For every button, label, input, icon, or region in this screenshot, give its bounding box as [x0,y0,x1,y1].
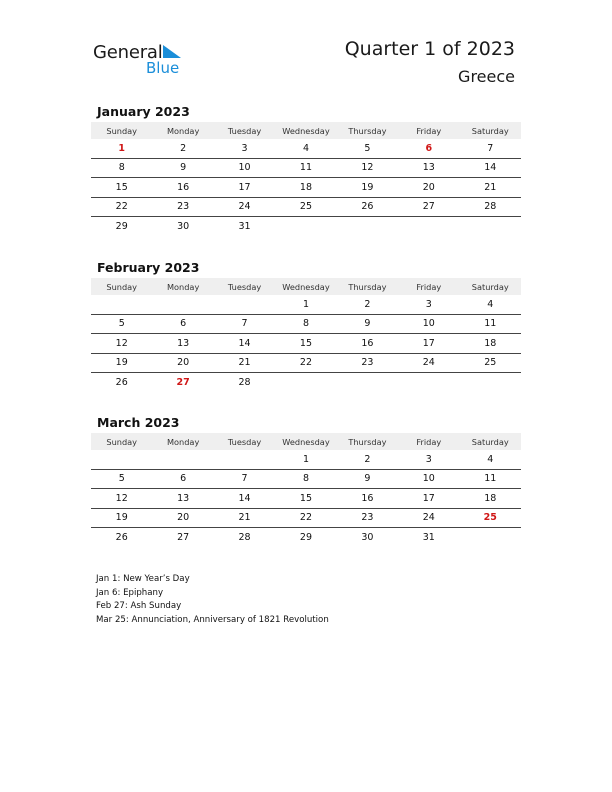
week-row [91,509,521,529]
week-row [91,470,521,490]
day-cell: 11 [484,473,497,485]
day-cell: 9 [364,473,371,485]
day-cell: 25 [483,512,497,524]
day-cell: 18 [484,492,497,504]
day-cell: 19 [115,357,128,369]
day-cell: 26 [115,376,128,388]
month-march [91,415,521,547]
week-row [91,334,521,354]
page-title: Quarter 1 of 2023 [344,38,515,60]
weekday-header [91,433,521,450]
day-cell: 9 [180,162,187,174]
weekday-label: Friday [416,281,442,292]
holiday-note: Feb 27: Ash Sunday [96,601,182,611]
day-cell: 13 [177,492,190,504]
weekday-header [91,278,521,295]
day-cell: 7 [241,473,248,485]
day-cell: 11 [484,318,497,330]
week-row [91,489,521,509]
day-cell: 26 [115,531,128,543]
day-cell: 7 [487,142,494,154]
weekday-label: Tuesday [227,125,262,136]
day-cell: 21 [484,181,497,193]
weekday-label: Saturday [471,436,509,447]
day-cell: 21 [238,357,251,369]
day-cell: 15 [115,181,128,193]
week-row [91,159,521,179]
day-cell: 24 [422,512,435,524]
weekday-label: Tuesday [227,436,262,447]
weekday-label: Friday [416,125,442,136]
day-cell: 23 [361,357,374,369]
day-cell: 13 [422,162,435,174]
day-cell: 19 [361,181,374,193]
weekday-label: Sunday [106,281,138,292]
day-cell: 31 [422,531,435,543]
week-row [91,198,521,218]
weekday-label: Wednesday [282,125,330,136]
day-cell: 8 [302,473,309,485]
week-row [91,354,521,374]
day-cell: 6 [425,142,433,154]
day-cell: 9 [364,318,371,330]
logo-blue-text: Blue [146,59,180,77]
weekday-label: Monday [166,125,200,136]
day-cell: 6 [180,318,187,330]
logo-general-text: General [93,42,163,63]
weekday-label: Wednesday [282,281,330,292]
day-cell: 22 [299,512,313,524]
day-cell: 18 [484,337,497,349]
weekday-label: Thursday [348,436,387,447]
day-cell: 22 [115,201,128,213]
day-cell: 2 [364,453,371,465]
day-cell: 14 [484,162,497,174]
week-row [91,217,521,236]
holiday-notes [96,573,329,627]
day-cell: 14 [238,337,251,349]
day-cell: 16 [177,181,190,193]
day-cell: 30 [177,220,190,232]
weekday-header [91,122,521,139]
weekday-label: Sunday [106,436,138,447]
week-row [91,178,521,198]
day-cell: 3 [241,142,248,154]
day-cell: 17 [422,492,435,504]
month-title: March 2023 [97,415,180,430]
day-cell: 4 [487,298,494,310]
week-row [91,450,521,470]
day-cell: 28 [238,531,251,543]
day-cell: 4 [302,142,309,154]
day-cell: 27 [176,376,190,388]
day-cell: 24 [422,357,435,369]
day-cell: 6 [180,473,187,485]
day-cell: 17 [422,337,435,349]
day-cell: 23 [177,201,190,213]
day-cell: 16 [361,337,374,349]
day-cell: 1 [118,142,126,154]
day-cell: 28 [484,201,497,213]
day-cell: 11 [299,162,313,174]
weekday-label: Tuesday [227,281,262,292]
day-cell: 8 [302,318,309,330]
weekday-label: Saturday [471,281,509,292]
day-cell: 13 [177,337,190,349]
day-cell: 27 [422,201,435,213]
weekday-label: Monday [166,436,200,447]
day-cell: 3 [425,453,432,465]
day-cell: 24 [238,201,251,213]
day-cell: 1 [302,298,309,310]
holiday-note: Mar 25: Annunciation, Anniversary of 1821 Revolution [96,614,329,625]
week-row [91,139,521,159]
day-cell: 16 [361,492,374,504]
day-cell: 4 [487,453,494,465]
day-cell: 18 [299,181,313,193]
day-cell: 5 [118,318,125,330]
month-title: January 2023 [97,104,190,119]
weekday-label: Wednesday [282,436,330,447]
day-cell: 15 [299,492,313,504]
weekday-label: Monday [166,281,200,292]
day-cell: 19 [115,512,128,524]
day-cell: 12 [115,492,128,504]
day-cell: 14 [238,492,251,504]
day-cell: 27 [177,531,190,543]
holiday-note: Jan 1: New Year’s Day [96,574,190,584]
weekday-label: Sunday [106,125,138,136]
day-cell: 15 [299,337,313,349]
day-cell: 31 [238,220,251,232]
weekday-label: Thursday [348,281,387,292]
day-cell: 25 [299,201,313,213]
day-cell: 5 [364,142,371,154]
day-cell: 12 [361,162,374,174]
week-row [91,295,521,315]
week-row [91,315,521,335]
day-cell: 23 [361,512,374,524]
logo-triangle-icon [161,45,181,59]
day-cell: 3 [425,298,432,310]
day-cell: 1 [302,453,309,465]
week-row [91,528,521,547]
month-title: February 2023 [97,260,200,275]
day-cell: 30 [361,531,374,543]
country-name: Greece [458,67,515,86]
day-cell: 2 [364,298,371,310]
weekday-label: Thursday [348,125,387,136]
day-cell: 17 [238,181,251,193]
weekday-label: Friday [416,436,442,447]
day-cell: 8 [118,162,125,174]
logo [93,40,193,80]
week-row [91,373,521,392]
day-cell: 5 [118,473,125,485]
day-cell: 28 [238,376,251,388]
day-cell: 29 [299,531,313,543]
day-cell: 10 [422,318,435,330]
day-cell: 20 [422,181,435,193]
day-cell: 25 [484,357,497,369]
day-cell: 7 [241,318,248,330]
day-cell: 26 [361,201,374,213]
weekday-label: Saturday [471,125,509,136]
day-cell: 2 [180,142,187,154]
day-cell: 29 [115,220,128,232]
day-cell: 21 [238,512,251,524]
day-cell: 22 [299,357,313,369]
day-cell: 20 [177,357,190,369]
month-january [91,104,521,236]
day-cell: 20 [177,512,190,524]
day-cell: 10 [238,162,251,174]
day-cell: 12 [115,337,128,349]
month-february [91,260,521,392]
day-cell: 10 [422,473,435,485]
holiday-note: Jan 6: Epiphany [96,587,164,598]
